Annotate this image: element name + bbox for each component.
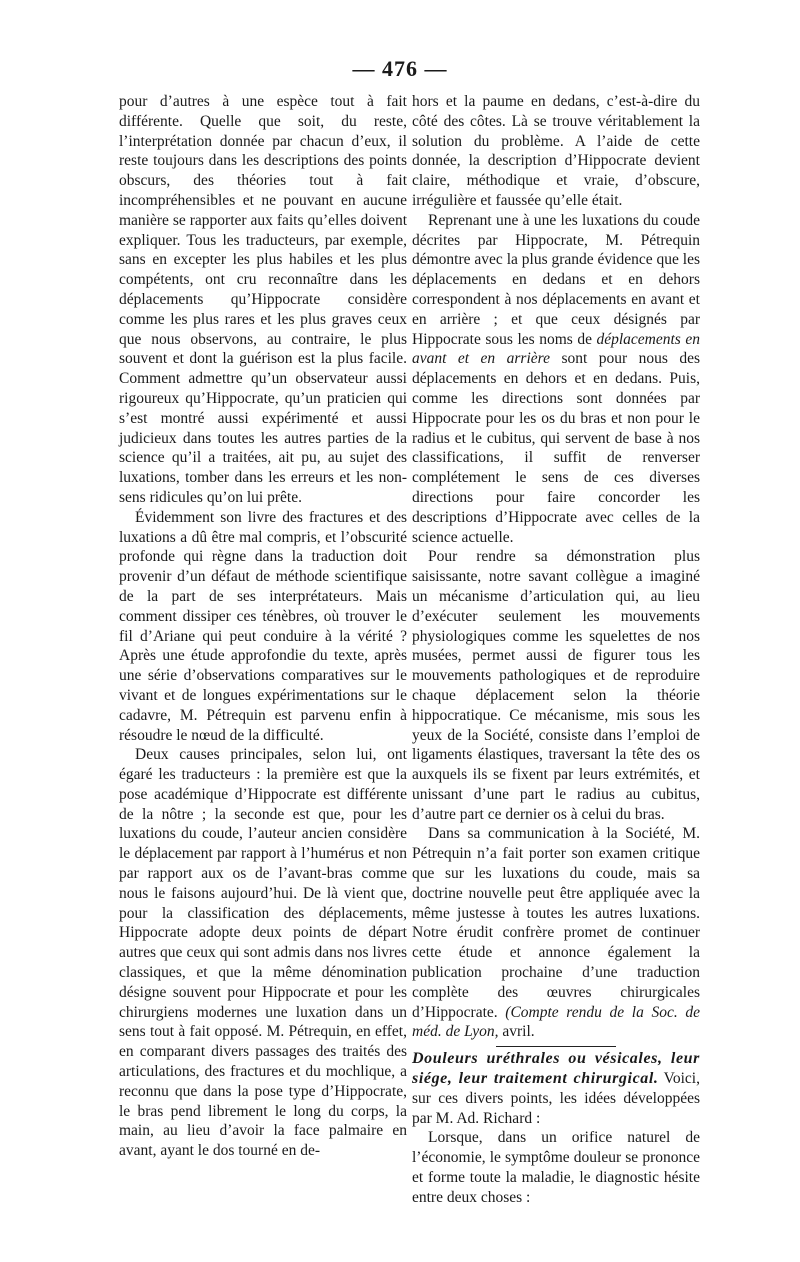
paragraph: [412, 824, 700, 1042]
paragraph: Deux causes principales, selon lui, ont égaré les traducteurs : la première est que la pose académique d’Hippocrate est différente de la nôtre ; la seconde est que, pour les luxations du coude, l’auteur ancien considère le déplacement par rapport à l’humérus et non par rapport aux os de l’avant-bras comme nous le faisons aujourd’hui. De là vient que, pour la classification des déplacements, Hippocrate adopte deux points de départ autres que ceux qui sont admis dans nos livres classiques, et que la même dénomination désigne souvent pour Hippocrate et pour les chirurgiens modernes une luxation dans un sens tout à fait opposé. M. Pétrequin, en effet, en comparant divers passages des traités des articulations, des fractures et du mochlique, a reconnu que dans la pose type d’Hippocrate, le bras pend librement le long du corps, la main, au lieu d’avoir la face palmaire en avant, ayant le dos tourné en de-: [119, 746, 407, 1160]
left-column-text: [119, 92, 407, 1161]
section-divider: [496, 1046, 616, 1047]
paragraph: hors et la paume en dedans, c’est-à-dire du côté des côtes. Là se trouve véritablement la solution du problème. A l’aide de cette donnée, la description d’Hippocrate devient claire, méthodique et vraie, d’obscure, irrégulière et faussée qu’elle était.: [412, 93, 700, 209]
right-column-text: [412, 92, 700, 1208]
text-run: sont pour nous des déplacements en dehors et en dedans. Puis, comme les directions sont données par Hippocrate pour les os du bras et non pour le radius et le cubitus, qui servent de base à nos classifications, il suffit de renverser complétement le sens de ces diverses directions pour faire concorder les descriptions d’Hippocrate avec celles de la science actuelle.: [412, 350, 701, 546]
source-citation: (Compte rendu de la Soc. de méd. de Lyon,: [412, 1003, 700, 1041]
left-column: [119, 92, 407, 1161]
paragraph: Lorsque, dans un orifice naturel de l’économie, le symptôme douleur se prononce et forme toute la maladie, le diagnostic hésite entre deux choses :: [412, 1129, 700, 1206]
section-heading: Douleurs uréthrales ou vésicales, leur siége, leur traitement chirurgical.: [412, 1050, 700, 1088]
text-run: Voici, sur ces divers points, les idées développées par M. Ad. Richard :: [412, 1070, 700, 1127]
paragraph: Évidemment son livre des fractures et des luxations a dû être mal compris, et l’obscurité profonde qui règne dans la traduction doit provenir d’un défaut de méthode scientifique de la part de ses interprétateurs. Mais comment dissiper ces ténèbres, où trouver le fil d’Ariane qui peut conduire à la vérité ? Après une étude approfondie du texte, après une série d’observations comparatives sur le vivant et de longues expérimentations sur le cadavre, M. Pétrequin est parvenu enfin à résoudre le nœud de la difficulté.: [119, 508, 407, 744]
paragraph: pour d’autres à une espèce tout à fait différente. Quelle que soit, du reste, l’interprétation donnée par chacun d’eux, il reste toujours dans les descriptions des points obscurs, des théories tout à fait incompréhensibles et ne pouvant en aucune manière se rapporter aux faits qu’elles doivent expliquer. Tous les traducteurs, par exemple, sans en excepter les plus habiles et les plus compétents, ont cru reconnaître dans les déplacements qu’Hippocrate considère comme les plus rares et les plus graves ceux que nous observons, au contraire, le plus souvent et dont la guérison est la plus facile. Comment admettre qu’un observateur aussi rigoureux qu’Hippocrate, qu’un praticien qui s’est montré aussi expérimenté et aussi judicieux dans toutes les autres parties de la science qu’il a traitées, ait pu, au sujet des luxations, tomber dans les erreurs et les non-sens ridicules qu’on lui prête.: [119, 93, 407, 506]
text-run: Reprenant une à une les luxations du coude décrites par Hippocrate, M. Pétrequin démontre avec la plus grande évidence que les déplacements en dedans et en dehors correspondent à nos déplacements en avant et en arrière ; et que ceux désignés par Hippocrate sous les noms de: [412, 211, 700, 348]
italic-phrase: déplacements en avant et en arrière: [412, 330, 700, 368]
paragraph: [412, 211, 700, 548]
text-run: Dans sa communication à la Société, M. Pétrequin n’a fait porter son examen critique que sur les luxations du coude, mais sa doctrine nouvelle peut être appliquée avec la même justesse à toutes les autres luxations. Notre érudit confrère promet de continuer cette étude et annonce également la publication prochaine d’une traduction complète des œuvres chirurgicales d’Hippocrate.: [412, 825, 700, 1021]
page-number: — 476 —: [352, 56, 448, 81]
right-column: [412, 92, 700, 1208]
paragraph: [412, 1049, 700, 1128]
paragraph: Pour rendre sa démonstration plus saisissante, notre savant collègue a imaginé un mécanisme d’articulation qui, au lieu d’exécuter seulement les mouvements physiologiques comme les squelettes de nos musées, permet aussi de figurer tous les mouvements pathologiques et de reproduire chaque déplacement selon la théorie hippocratique. Ce mécanisme, mis sous les yeux de la Société, consiste dans l’emploi de ligaments élastiques, traversant la tête des os auxquels ils se fixent par leurs extrémités, et unissant d’une part le radius au cubitus, d’autre part ce dernier os à celui du bras.: [412, 548, 700, 823]
citation-date: avril.: [502, 1023, 535, 1041]
